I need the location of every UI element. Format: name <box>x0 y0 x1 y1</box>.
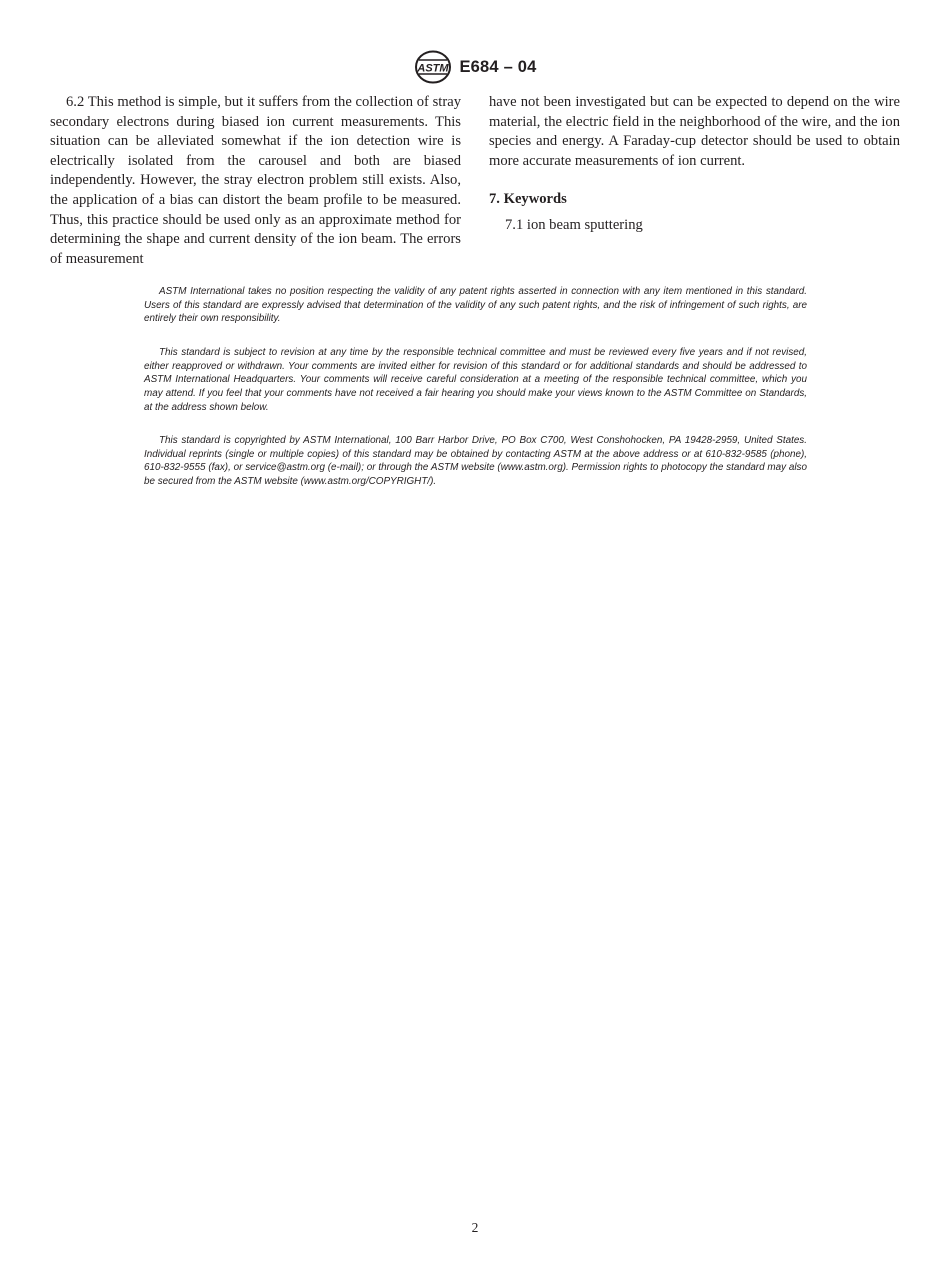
page-header <box>0 50 950 84</box>
paragraph-6-2-part1: 6.2 This method is simple, but it suffers from the collection of stray secondary electrons during biased ion current measurements. This situation can be alleviated somewhat if the ion detection wire is electrically isolated from the carousel and both are biased independently. However, the stray electron problem still exists. Also, the application of a bias can distort the beam profile to be measured. Thus, this practice should be used only as an approximate method for determining the shape and current density of the ion beam. The errors of measurement <box>50 94 461 267</box>
standard-designation: E684 – 04 <box>459 57 537 76</box>
svg-text:ASTM: ASTM <box>417 62 450 75</box>
copyright-notice: This standard is copyrighted by ASTM International, 100 Barr Harbor Drive, PO Box C700, West Conshohocken, PA 19428-2959, United States. Individual reprints (single or multiple copies) of this standard may be obtained by contacting ASTM at the above address or at 610-832-9585 (phone), 610-832-9555 (fax), or service@astm.org (e-mail); or through the ASTM website (www.astm.org). Permission rights to photocopy the standard may also be secured from the ASTM website (www.astm.org/COPYRIGHT/). <box>144 435 807 488</box>
section-heading-keywords: 7. Keywords <box>489 191 567 208</box>
astm-logo-icon <box>413 50 453 84</box>
page-number: 2 <box>471 1220 479 1235</box>
revision-notice: This standard is subject to revision at any time by the responsible technical committee and must be reviewed every five years and if not revised, either reapproved or withdrawn. Your comments are invited either for revision of this standard or for additional standards and should be addressed to ASTM International Headquarters. Your comments will receive careful consideration at a meeting of the responsible technical committee, which you may attend. If you feel that your comments have not received a fair hearing you should make your views known to the ASTM Committee on Standards, at the address shown below. <box>144 347 807 413</box>
left-column <box>50 93 461 269</box>
patent-notice: ASTM International takes no position respecting the validity of any patent rights asserted in connection with any item mentioned in this standard. Users of this standard are expressly advised that determination of the validity of any such patent rights, and the risk of infringement of such rights, are entirely their own responsibility. <box>144 286 807 325</box>
paragraph-6-2-part2: have not been investigated but can be expected to depend on the wire material, the electric field in the neighborhood of the wire, and the ion species and energy. A Faraday-cup detector should be used to obtain more accurate measurements of ion current. <box>489 94 900 169</box>
right-column <box>489 93 900 236</box>
keyword-item-7-1: 7.1 ion beam sputtering <box>505 216 643 233</box>
